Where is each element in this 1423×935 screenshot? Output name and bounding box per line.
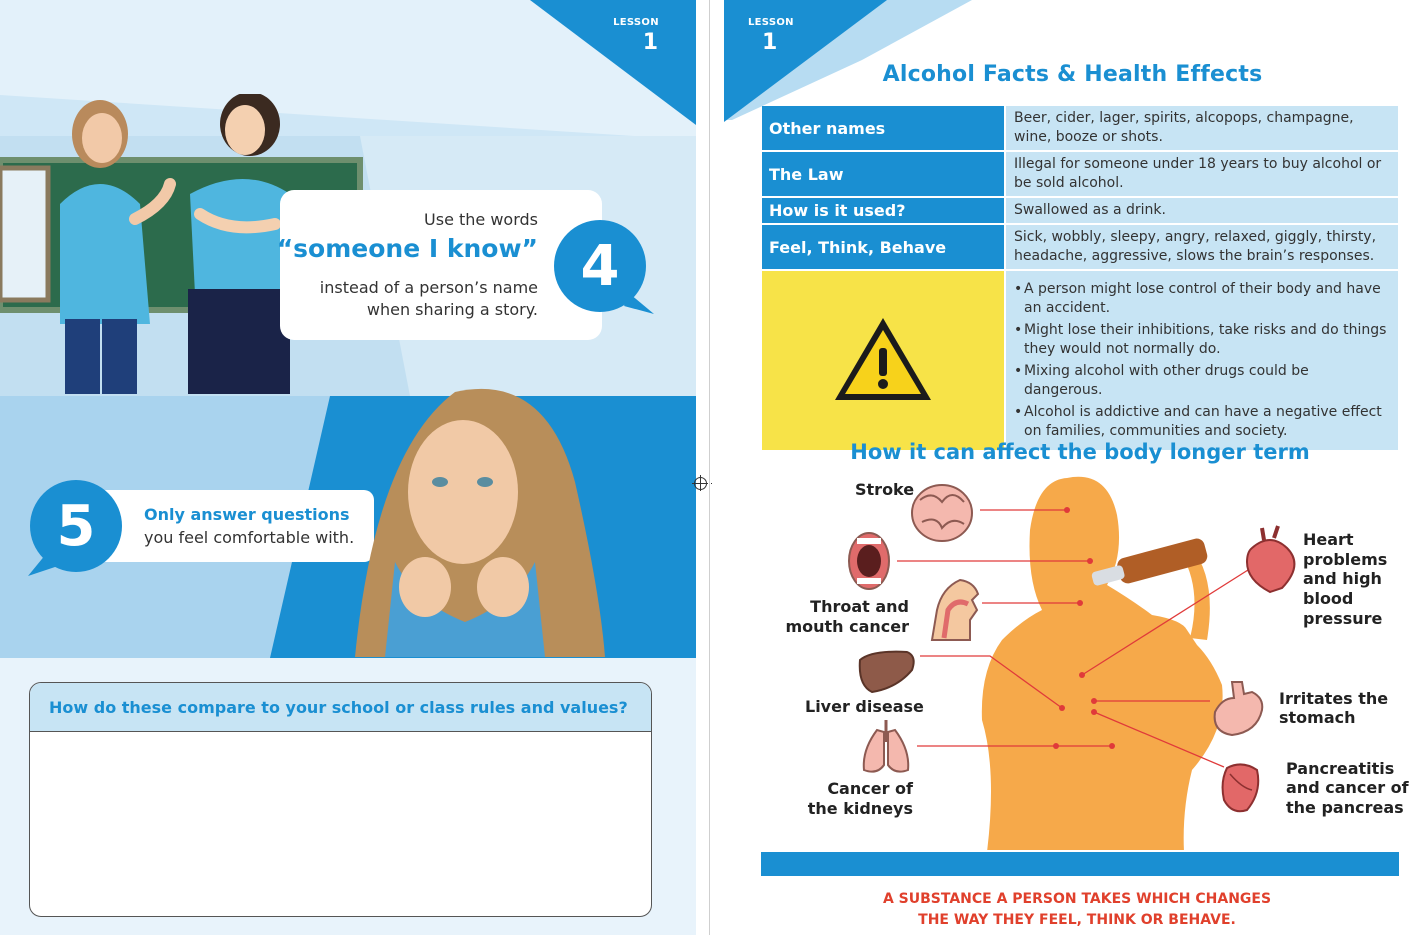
tip-4-text-line-1: instead of a person’s name — [319, 278, 538, 297]
left-page — [0, 0, 696, 935]
brain-icon — [912, 485, 972, 541]
tip-4-quote: “someone I know” — [276, 234, 538, 263]
tip-4-number: 4 — [580, 233, 620, 299]
warning-item: • Mixing alcohol with other drugs could be dangerous. — [1014, 362, 1390, 400]
answer-area[interactable] — [30, 732, 651, 916]
fact-key: How is it used? — [762, 198, 1006, 223]
question-answer-box — [29, 682, 652, 917]
bottom-bar — [761, 852, 1399, 876]
facts-table — [762, 104, 1398, 452]
warning-triangle-icon — [831, 314, 935, 404]
lesson-tag — [606, 17, 666, 55]
heart-icon — [1247, 526, 1294, 592]
right-page — [712, 0, 1423, 935]
liver-icon — [860, 652, 914, 692]
tip-5-text-line-1: Only answer questions — [144, 505, 350, 524]
tip-4-text-line-2: when sharing a story. — [366, 300, 538, 319]
fact-value: Swallowed as a drink. — [1006, 198, 1398, 223]
label-stroke: Stroke — [855, 480, 915, 499]
definition-text — [712, 889, 1423, 931]
warning-cell — [762, 271, 1006, 450]
fact-value: Sick, wobbly, sleepy, angry, relaxed, giggly, thirsty, headache, aggressive, slows the brain’s responses. — [1006, 225, 1398, 269]
table-row — [762, 271, 1398, 450]
lesson-label: LESSON — [748, 17, 794, 28]
lesson-tag — [748, 17, 818, 55]
tip-5-number: 5 — [56, 493, 96, 559]
fact-key: Other names — [762, 106, 1006, 150]
warning-item: • A person might lose control of their body and have an accident. — [1014, 280, 1390, 318]
warnings-list — [1014, 273, 1390, 448]
label-heart-line-4: blood — [1303, 589, 1354, 608]
label-heart-line-2: problems — [1303, 550, 1388, 569]
label-kidneys-line-1: Cancer of — [827, 779, 913, 798]
tip-5-text-line-2: you feel comfortable with. — [144, 528, 355, 547]
label-liver: Liver disease — [805, 697, 924, 716]
fact-key: Feel, Think, Behave — [762, 225, 1006, 269]
pancreas-icon — [1223, 764, 1259, 811]
page-gutter — [709, 0, 710, 935]
definition-line-2: THE WAY THEY FEEL, THINK OR BEHAVE. — [918, 912, 1236, 928]
label-heart-line-1: Heart — [1303, 530, 1354, 549]
label-pancreas-line-2: and cancer of — [1286, 778, 1409, 797]
registration-mark-icon — [694, 477, 707, 490]
thoughtful-girl-illustration — [315, 372, 615, 657]
mouth-icon — [849, 533, 889, 589]
warning-item: • Alcohol is addictive and can have a negative effect on families, communities and society. — [1014, 403, 1390, 441]
tip-4-intro-text: Use the words — [424, 210, 538, 229]
label-kidneys-line-2: the kidneys — [807, 799, 913, 818]
throat-icon — [932, 580, 978, 640]
body-effects-title: How it can affect the body longer term — [850, 440, 1310, 464]
table-row — [762, 106, 1398, 150]
definition-line-1: A SUBSTANCE A PERSON TAKES WHICH CHANGES — [882, 891, 1272, 907]
warnings-list-cell — [1006, 271, 1398, 450]
lesson-number: 1 — [642, 30, 658, 55]
label-stomach-line-1: Irritates the — [1279, 689, 1389, 708]
label-pancreas-line-3: the pancreas — [1286, 798, 1404, 817]
label-pancreas-line-1: Pancreatitis — [1286, 759, 1395, 778]
question-header: How do these compare to your school or class rules and values? — [30, 683, 651, 732]
lungs-icon — [864, 720, 908, 772]
table-row — [762, 198, 1398, 223]
label-heart-line-5: pressure — [1303, 609, 1383, 628]
lesson-number: 1 — [762, 30, 778, 55]
label-throat-line-1: Throat and — [810, 597, 909, 616]
fact-value: Beer, cider, lager, spirits, alcopops, champagne, wine, booze or shots. — [1006, 106, 1398, 150]
label-stomach-line-2: stomach — [1279, 708, 1356, 727]
fact-key: The Law — [762, 152, 1006, 196]
fact-value: Illegal for someone under 18 years to buy alcohol or be sold alcohol. — [1006, 152, 1398, 196]
table-row — [762, 225, 1398, 269]
table-row — [762, 152, 1398, 196]
label-throat-line-2: mouth cancer — [785, 617, 909, 636]
lesson-label: LESSON — [613, 17, 659, 28]
label-heart-line-3: and high — [1303, 569, 1382, 588]
facts-title: Alcohol Facts & Health Effects — [882, 62, 1263, 87]
warning-item: • Might lose their inhibitions, take risks and do things they would not normally do. — [1014, 321, 1390, 359]
